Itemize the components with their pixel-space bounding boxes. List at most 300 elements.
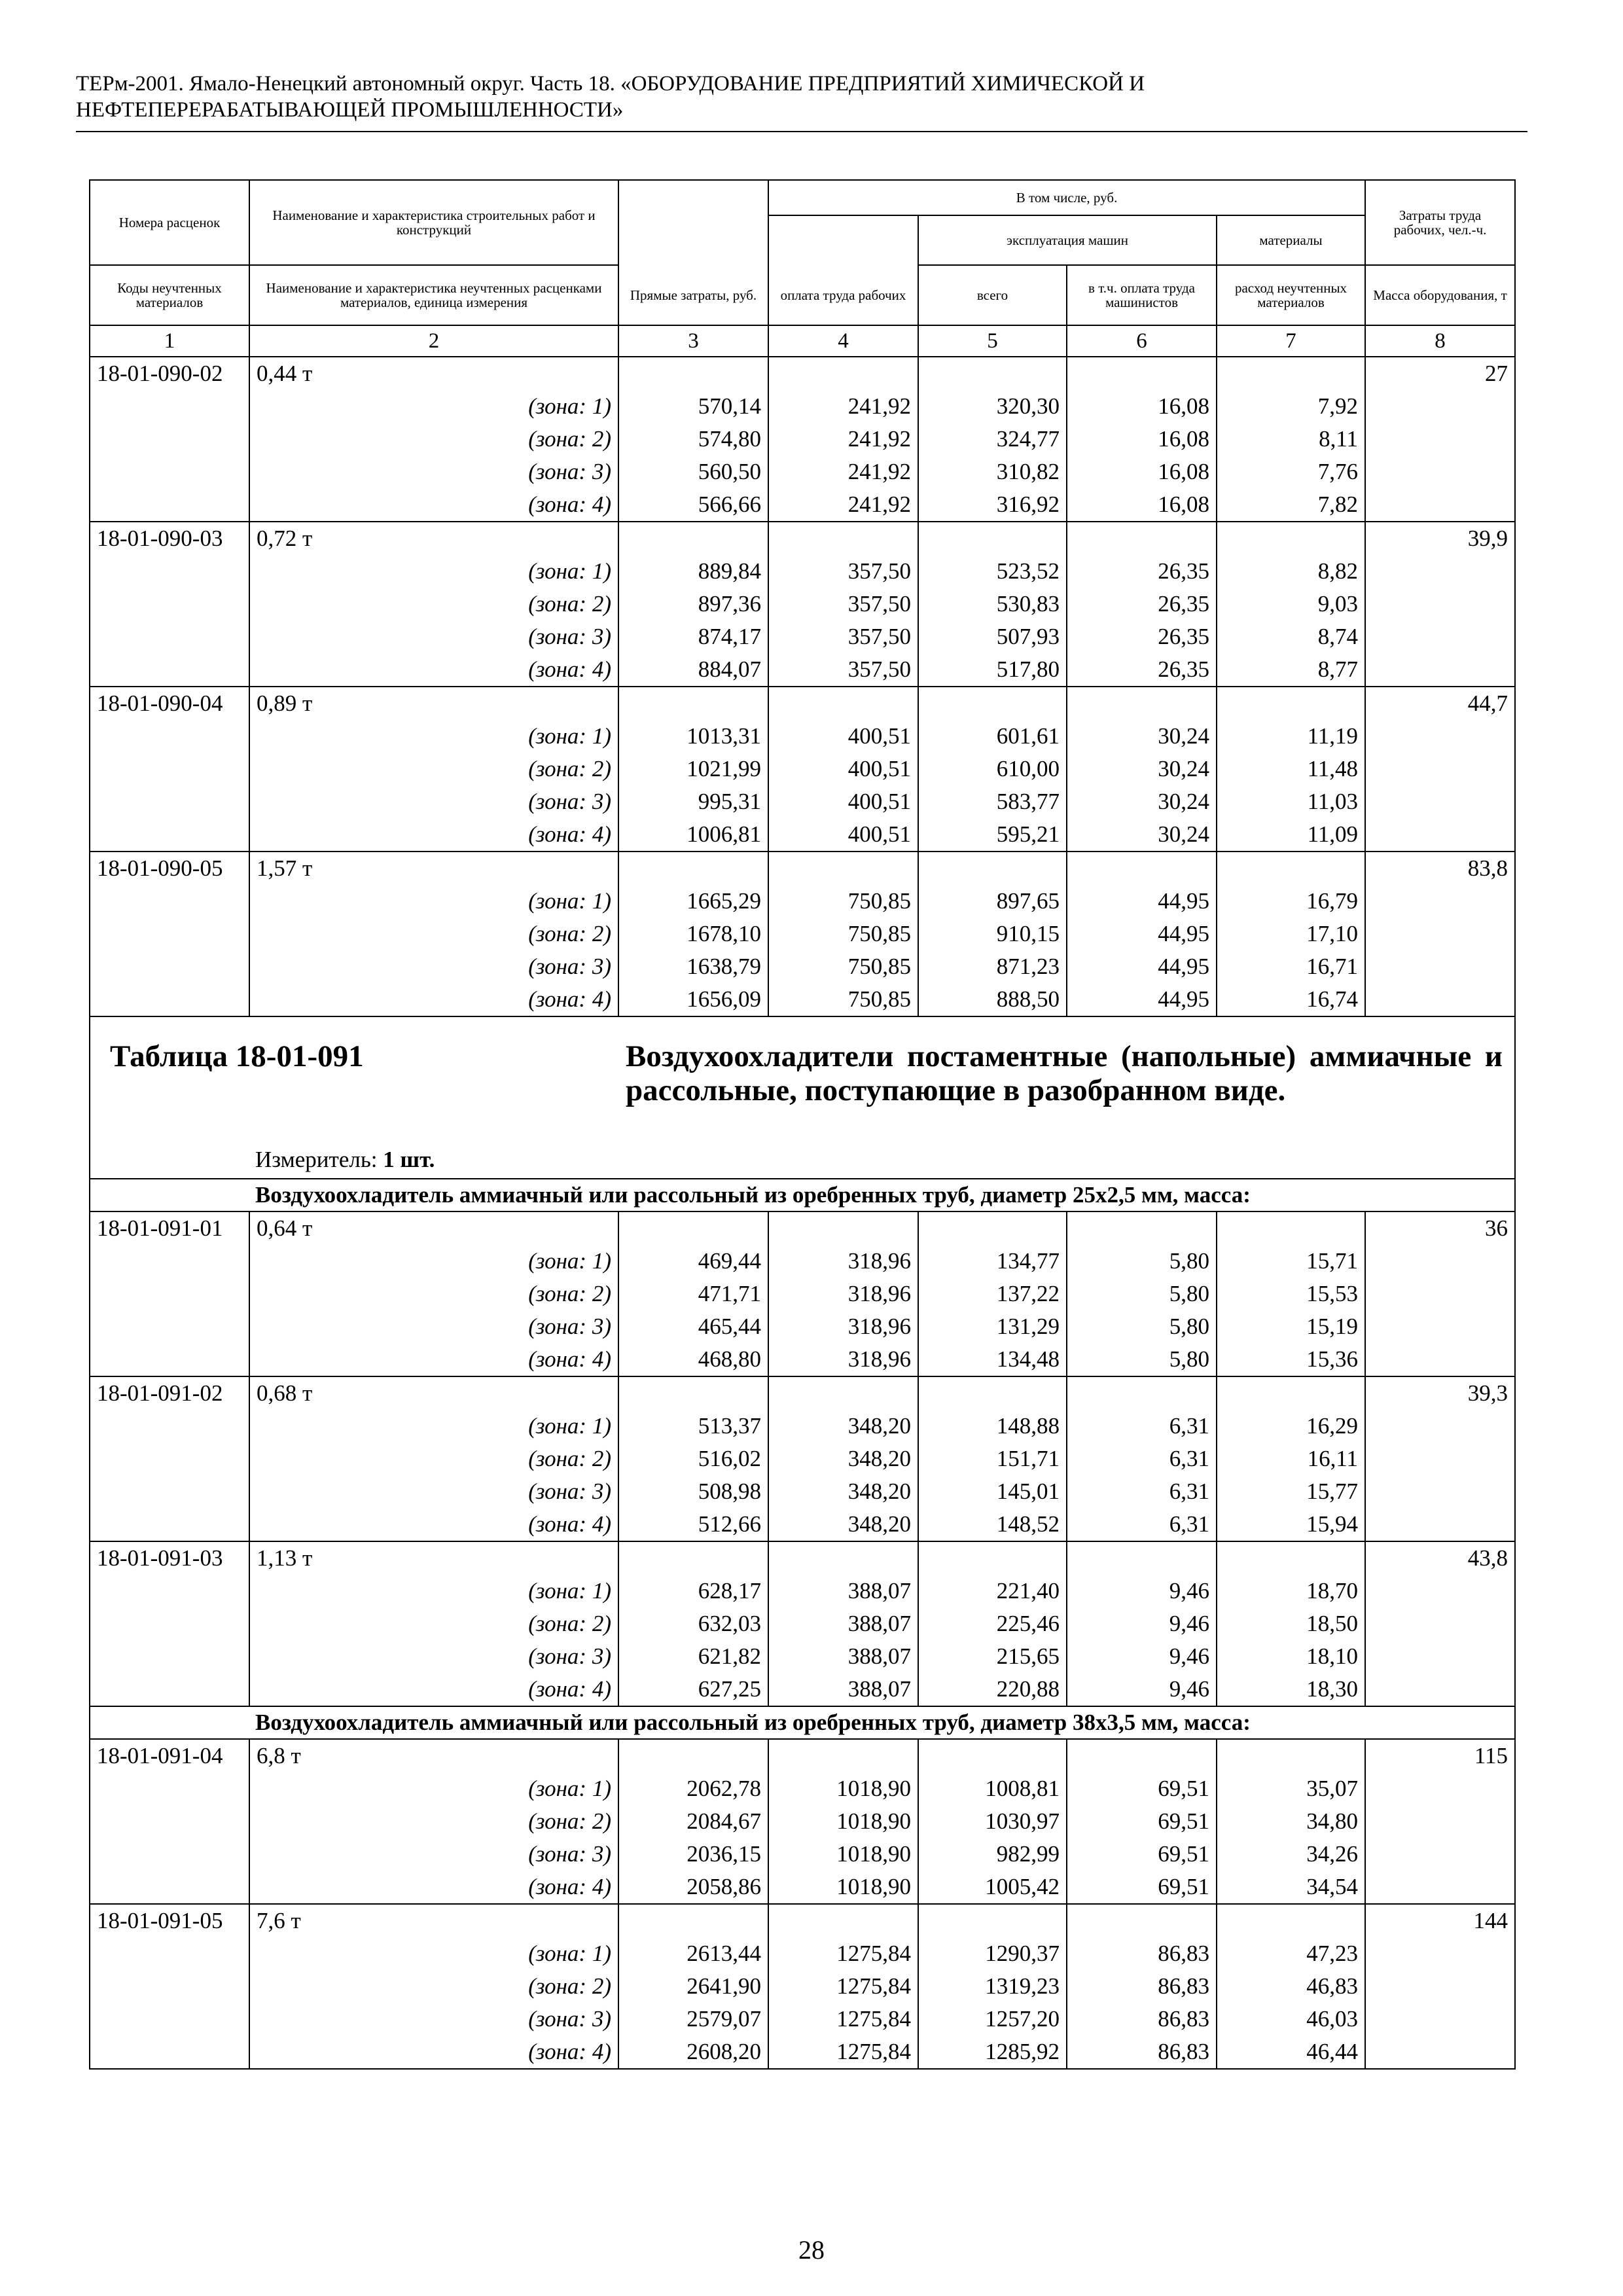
- direct-cost-cell: 2608,20: [618, 2036, 768, 2069]
- empty-cell: [1067, 1541, 1217, 1575]
- direct-cost-cell: 508,98: [618, 1475, 768, 1508]
- rate-code: 18-01-090-04: [90, 687, 249, 720]
- table-title-cell: [90, 1016, 1515, 1179]
- rate-row: [90, 1211, 1515, 1245]
- machinists-pay-cell: 30,24: [1067, 818, 1217, 852]
- empty-cell: [90, 555, 249, 588]
- zone-label: (зона: 2): [249, 918, 618, 950]
- rate-row: [90, 357, 1515, 390]
- page-number: 28: [798, 2235, 825, 2265]
- worker-pay-cell: 750,85: [768, 950, 918, 983]
- zone-label: (зона: 1): [249, 1772, 618, 1805]
- empty-cell: [1217, 1541, 1365, 1575]
- worker-pay-cell: 750,85: [768, 885, 918, 918]
- equipment-mass-cell: 0,68 т: [249, 1376, 618, 1410]
- empty-cell: [1365, 785, 1515, 818]
- empty-cell: [1365, 1278, 1515, 1310]
- zone-row: [90, 1475, 1515, 1508]
- zone-label: (зона: 3): [249, 620, 618, 653]
- header-labor-cost: Затраты труда рабочих, чел.-ч.: [1365, 180, 1515, 265]
- machines-total-cell: 910,15: [918, 918, 1067, 950]
- empty-cell: [1365, 456, 1515, 488]
- materials-cell: 35,07: [1217, 1772, 1365, 1805]
- machines-total-cell: 134,48: [918, 1343, 1067, 1376]
- worker-pay-cell: 348,20: [768, 1508, 918, 1541]
- zone-row: [90, 423, 1515, 456]
- labor-cost-cell: 36: [1365, 1211, 1515, 1245]
- header-total: всего: [918, 265, 1067, 325]
- zone-label: (зона: 4): [249, 818, 618, 852]
- empty-cell: [1365, 720, 1515, 753]
- header-materials: материалы: [1217, 215, 1365, 265]
- empty-cell: [618, 1541, 768, 1575]
- worker-pay-cell: 750,85: [768, 983, 918, 1016]
- empty-cell: [90, 488, 249, 522]
- machines-total-cell: 145,01: [918, 1475, 1067, 1508]
- col-number: 1: [90, 325, 249, 357]
- direct-cost-cell: 1656,09: [618, 983, 768, 1016]
- machinists-pay-cell: 26,35: [1067, 555, 1217, 588]
- materials-cell: 34,54: [1217, 1871, 1365, 1904]
- empty-cell: [1365, 1673, 1515, 1706]
- machinists-pay-cell: 69,51: [1067, 1772, 1217, 1805]
- worker-pay-cell: 1018,90: [768, 1871, 918, 1904]
- zone-row: [90, 885, 1515, 918]
- empty-cell: [1365, 390, 1515, 423]
- table-body-2: [90, 1211, 1515, 1706]
- empty-cell: [1365, 818, 1515, 852]
- zone-label: (зона: 2): [249, 588, 618, 620]
- labor-cost-cell: 44,7: [1365, 687, 1515, 720]
- rate-code: 18-01-090-03: [90, 522, 249, 555]
- zone-label: (зона: 1): [249, 885, 618, 918]
- labor-cost-cell: 144: [1365, 1904, 1515, 1937]
- equipment-mass-cell: 6,8 т: [249, 1739, 618, 1772]
- empty-cell: [618, 1739, 768, 1772]
- header-unaccounted: расход неучтенных материалов: [1217, 265, 1365, 325]
- machinists-pay-cell: 9,46: [1067, 1575, 1217, 1607]
- zone-label: (зона: 4): [249, 1508, 618, 1541]
- empty-cell: [618, 357, 768, 390]
- direct-cost-cell: 628,17: [618, 1575, 768, 1607]
- materials-cell: 11,48: [1217, 753, 1365, 785]
- empty-cell: [1217, 852, 1365, 885]
- materials-cell: 18,30: [1217, 1673, 1365, 1706]
- machines-total-cell: 324,77: [918, 423, 1067, 456]
- machines-total-cell: 137,22: [918, 1278, 1067, 1310]
- table-unit: [255, 1145, 435, 1174]
- machinists-pay-cell: 9,46: [1067, 1607, 1217, 1640]
- zone-row: [90, 1805, 1515, 1838]
- machines-total-cell: 601,61: [918, 720, 1067, 753]
- empty-cell: [1365, 918, 1515, 950]
- empty-cell: [90, 1937, 249, 1970]
- empty-cell: [918, 357, 1067, 390]
- empty-cell: [1365, 1838, 1515, 1871]
- empty-cell: [90, 1443, 249, 1475]
- empty-cell: [1365, 1640, 1515, 1673]
- empty-cell: [1067, 1904, 1217, 1937]
- direct-cost-cell: 570,14: [618, 390, 768, 423]
- materials-cell: 11,09: [1217, 818, 1365, 852]
- zone-row: [90, 2036, 1515, 2069]
- materials-cell: 9,03: [1217, 588, 1365, 620]
- materials-cell: 8,11: [1217, 423, 1365, 456]
- zone-row: [90, 720, 1515, 753]
- col-number: 5: [918, 325, 1067, 357]
- direct-cost-cell: 471,71: [618, 1278, 768, 1310]
- zone-row: [90, 818, 1515, 852]
- machinists-pay-cell: 5,80: [1067, 1245, 1217, 1278]
- empty-cell: [1067, 1376, 1217, 1410]
- machinists-pay-cell: 69,51: [1067, 1805, 1217, 1838]
- zone-row: [90, 1838, 1515, 1871]
- empty-cell: [618, 1211, 768, 1245]
- zone-label: (зона: 4): [249, 653, 618, 687]
- empty-cell: [1365, 1575, 1515, 1607]
- empty-cell: [90, 753, 249, 785]
- empty-cell: [1217, 357, 1365, 390]
- header-pay-top: [768, 215, 918, 265]
- machines-total-cell: 215,65: [918, 1640, 1067, 1673]
- materials-cell: 46,44: [1217, 2036, 1365, 2069]
- equipment-mass-cell: 0,64 т: [249, 1211, 618, 1245]
- machines-total-cell: 310,82: [918, 456, 1067, 488]
- empty-cell: [1365, 2003, 1515, 2036]
- machinists-pay-cell: 26,35: [1067, 653, 1217, 687]
- empty-cell: [1365, 588, 1515, 620]
- materials-cell: 15,19: [1217, 1310, 1365, 1343]
- direct-cost-cell: 632,03: [618, 1607, 768, 1640]
- direct-cost-cell: 889,84: [618, 555, 768, 588]
- worker-pay-cell: 750,85: [768, 918, 918, 950]
- rate-row: [90, 1739, 1515, 1772]
- empty-cell: [90, 2003, 249, 2036]
- materials-cell: 7,76: [1217, 456, 1365, 488]
- labor-cost-cell: 39,9: [1365, 522, 1515, 555]
- empty-cell: [1217, 1739, 1365, 1772]
- zone-label: (зона: 4): [249, 488, 618, 522]
- worker-pay-cell: 318,96: [768, 1278, 918, 1310]
- machinists-pay-cell: 44,95: [1067, 983, 1217, 1016]
- direct-cost-cell: 516,02: [618, 1443, 768, 1475]
- zone-label: (зона: 3): [249, 1640, 618, 1673]
- empty-cell: [1365, 1871, 1515, 1904]
- zone-label: (зона: 2): [249, 1443, 618, 1475]
- machines-total-cell: 148,52: [918, 1508, 1067, 1541]
- header-incl-machinists: в т.ч. оплата труда машинистов: [1067, 265, 1217, 325]
- machinists-pay-cell: 69,51: [1067, 1871, 1217, 1904]
- worker-pay-cell: 388,07: [768, 1673, 918, 1706]
- header-worker-pay: оплата труда рабочих: [768, 265, 918, 325]
- zone-label: (зона: 2): [249, 1278, 618, 1310]
- header-direct-mid: [618, 215, 768, 265]
- empty-cell: [1365, 1805, 1515, 1838]
- equipment-mass-cell: 0,44 т: [249, 357, 618, 390]
- zone-row: [90, 653, 1515, 687]
- empty-cell: [768, 1541, 918, 1575]
- empty-cell: [90, 950, 249, 983]
- direct-cost-cell: 897,36: [618, 588, 768, 620]
- rate-code: 18-01-091-02: [90, 1376, 249, 1410]
- empty-cell: [618, 1904, 768, 1937]
- zone-label: (зона: 1): [249, 720, 618, 753]
- rate-row: [90, 1904, 1515, 1937]
- machinists-pay-cell: 86,83: [1067, 1970, 1217, 2003]
- labor-cost-cell: 43,8: [1365, 1541, 1515, 1575]
- zone-row: [90, 1673, 1515, 1706]
- rate-code: 18-01-091-05: [90, 1904, 249, 1937]
- machinists-pay-cell: 16,08: [1067, 390, 1217, 423]
- empty-cell: [1365, 983, 1515, 1016]
- zone-row: [90, 950, 1515, 983]
- empty-cell: [90, 983, 249, 1016]
- zone-label: (зона: 3): [249, 785, 618, 818]
- materials-cell: 17,10: [1217, 918, 1365, 950]
- equipment-mass-cell: 1,13 т: [249, 1541, 618, 1575]
- zone-row: [90, 456, 1515, 488]
- empty-cell: [618, 687, 768, 720]
- materials-cell: 15,53: [1217, 1278, 1365, 1310]
- machines-total-cell: 1257,20: [918, 2003, 1067, 2036]
- zone-label: (зона: 4): [249, 983, 618, 1016]
- header-material-name: Наименование и характеристика неучтенных расценками материалов, единица измерения: [249, 265, 618, 325]
- price-table-frame: [89, 179, 1514, 2070]
- empty-cell: [768, 357, 918, 390]
- zone-row: [90, 2003, 1515, 2036]
- machinists-pay-cell: 6,31: [1067, 1508, 1217, 1541]
- worker-pay-cell: 388,07: [768, 1607, 918, 1640]
- empty-cell: [1217, 1904, 1365, 1937]
- machines-total-cell: 1285,92: [918, 2036, 1067, 2069]
- zone-label: (зона: 4): [249, 1871, 618, 1904]
- empty-cell: [1365, 488, 1515, 522]
- materials-cell: 7,82: [1217, 488, 1365, 522]
- empty-cell: [1067, 357, 1217, 390]
- header-rate-numbers: Номера расценок: [90, 180, 249, 265]
- worker-pay-cell: 400,51: [768, 785, 918, 818]
- col-number: 6: [1067, 325, 1217, 357]
- worker-pay-cell: 400,51: [768, 753, 918, 785]
- empty-cell: [1217, 1376, 1365, 1410]
- machinists-pay-cell: 44,95: [1067, 950, 1217, 983]
- worker-pay-cell: 1018,90: [768, 1838, 918, 1871]
- materials-cell: 8,82: [1217, 555, 1365, 588]
- empty-cell: [1365, 1343, 1515, 1376]
- labor-cost-cell: 83,8: [1365, 852, 1515, 885]
- direct-cost-cell: 995,31: [618, 785, 768, 818]
- zone-label: (зона: 1): [249, 1410, 618, 1443]
- empty-cell: [90, 785, 249, 818]
- worker-pay-cell: 1275,84: [768, 2003, 918, 2036]
- materials-cell: 16,29: [1217, 1410, 1365, 1443]
- empty-cell: [90, 620, 249, 653]
- col-number: 2: [249, 325, 618, 357]
- empty-cell: [1365, 1937, 1515, 1970]
- zone-label: (зона: 2): [249, 1805, 618, 1838]
- rate-code: 18-01-090-02: [90, 357, 249, 390]
- zone-label: (зона: 2): [249, 753, 618, 785]
- zone-label: (зона: 2): [249, 1607, 618, 1640]
- machines-total-cell: 897,65: [918, 885, 1067, 918]
- rate-code: 18-01-091-03: [90, 1541, 249, 1575]
- labor-cost-cell: 39,3: [1365, 1376, 1515, 1410]
- empty-cell: [90, 456, 249, 488]
- materials-cell: 16,71: [1217, 950, 1365, 983]
- zone-label: (зона: 2): [249, 1970, 618, 2003]
- zone-row: [90, 983, 1515, 1016]
- machinists-pay-cell: 6,31: [1067, 1443, 1217, 1475]
- empty-cell: [90, 720, 249, 753]
- empty-cell: [90, 1805, 249, 1838]
- empty-cell: [90, 1310, 249, 1343]
- machinists-pay-cell: 5,80: [1067, 1343, 1217, 1376]
- materials-cell: 8,77: [1217, 653, 1365, 687]
- worker-pay-cell: 318,96: [768, 1310, 918, 1343]
- machinists-pay-cell: 86,83: [1067, 1937, 1217, 1970]
- running-header-line-1: ТЕРм-2001. Ямало-Ненецкий автономный округ. Часть 18. «ОБОРУДОВАНИЕ ПРЕДПРИЯТИЙ ХИМИЧЕСКОЙ И: [76, 72, 1145, 96]
- empty-cell: [90, 1343, 249, 1376]
- empty-cell: [90, 918, 249, 950]
- zone-label: (зона: 3): [249, 1310, 618, 1343]
- table-2-title-block: [90, 1016, 1515, 1211]
- col-number: 8: [1365, 325, 1515, 357]
- direct-cost-cell: 2613,44: [618, 1937, 768, 1970]
- section-heading-2: Воздухоохладитель аммиачный или рассольный из оребренных труб, диаметр 38х3,5 мм, масса:: [90, 1706, 1515, 1739]
- zone-row: [90, 1871, 1515, 1904]
- materials-cell: 15,36: [1217, 1343, 1365, 1376]
- empty-cell: [90, 1607, 249, 1640]
- zone-label: (зона: 3): [249, 1475, 618, 1508]
- materials-cell: 15,77: [1217, 1475, 1365, 1508]
- column-number-row: [90, 325, 1515, 357]
- empty-cell: [1365, 1443, 1515, 1475]
- materials-cell: 47,23: [1217, 1937, 1365, 1970]
- header-machine-use: эксплуатация машин: [918, 215, 1217, 265]
- zone-label: (зона: 1): [249, 555, 618, 588]
- direct-cost-cell: 2058,86: [618, 1871, 768, 1904]
- machines-total-cell: 1008,81: [918, 1772, 1067, 1805]
- rate-code: 18-01-091-04: [90, 1739, 249, 1772]
- header-work-name: Наименование и характеристика строительных работ и конструкций: [249, 180, 618, 265]
- empty-cell: [918, 1376, 1067, 1410]
- direct-cost-cell: 2579,07: [618, 2003, 768, 2036]
- empty-cell: [90, 1673, 249, 1706]
- direct-cost-cell: 512,66: [618, 1508, 768, 1541]
- col-number: 7: [1217, 325, 1365, 357]
- machines-total-cell: 530,83: [918, 588, 1067, 620]
- empty-cell: [1365, 2036, 1515, 2069]
- section-heading-1: Воздухоохладитель аммиачный или рассольный из оребренных труб, диаметр 25х2,5 мм, масса:: [90, 1179, 1515, 1211]
- empty-cell: [90, 1772, 249, 1805]
- zone-label: (зона: 3): [249, 2003, 618, 2036]
- empty-cell: [1365, 1410, 1515, 1443]
- empty-cell: [1365, 1508, 1515, 1541]
- worker-pay-cell: 1275,84: [768, 1970, 918, 2003]
- unit-value: 1 шт.: [383, 1147, 435, 1172]
- labor-cost-cell: 27: [1365, 357, 1515, 390]
- worker-pay-cell: 400,51: [768, 720, 918, 753]
- empty-cell: [918, 1904, 1067, 1937]
- empty-cell: [1365, 620, 1515, 653]
- machinists-pay-cell: 44,95: [1067, 885, 1217, 918]
- machinists-pay-cell: 30,24: [1067, 785, 1217, 818]
- direct-cost-cell: 566,66: [618, 488, 768, 522]
- empty-cell: [90, 1410, 249, 1443]
- direct-cost-cell: 465,44: [618, 1310, 768, 1343]
- empty-cell: [918, 1211, 1067, 1245]
- zone-row: [90, 785, 1515, 818]
- worker-pay-cell: 400,51: [768, 818, 918, 852]
- empty-cell: [1365, 885, 1515, 918]
- direct-cost-cell: 468,80: [618, 1343, 768, 1376]
- machinists-pay-cell: 6,31: [1067, 1475, 1217, 1508]
- machines-total-cell: 316,92: [918, 488, 1067, 522]
- machines-total-cell: 871,23: [918, 950, 1067, 983]
- zone-label: (зона: 1): [249, 1245, 618, 1278]
- worker-pay-cell: 388,07: [768, 1575, 918, 1607]
- zone-row: [90, 390, 1515, 423]
- table-number: Таблица 18-01-091: [110, 1039, 364, 1073]
- worker-pay-cell: 1018,90: [768, 1772, 918, 1805]
- zone-row: [90, 1245, 1515, 1278]
- machines-total-cell: 220,88: [918, 1673, 1067, 1706]
- empty-cell: [1365, 1310, 1515, 1343]
- direct-cost-cell: 1013,31: [618, 720, 768, 753]
- col-number: 4: [768, 325, 918, 357]
- empty-cell: [1365, 555, 1515, 588]
- empty-cell: [768, 1211, 918, 1245]
- zone-row: [90, 488, 1515, 522]
- zone-row: [90, 1410, 1515, 1443]
- machines-total-cell: 225,46: [918, 1607, 1067, 1640]
- zone-label: (зона: 3): [249, 456, 618, 488]
- machinists-pay-cell: 30,24: [1067, 753, 1217, 785]
- machinists-pay-cell: 26,35: [1067, 588, 1217, 620]
- zone-label: (зона: 4): [249, 1343, 618, 1376]
- machines-total-cell: 517,80: [918, 653, 1067, 687]
- empty-cell: [90, 1245, 249, 1278]
- worker-pay-cell: 318,96: [768, 1343, 918, 1376]
- empty-cell: [90, 1871, 249, 1904]
- worker-pay-cell: 318,96: [768, 1245, 918, 1278]
- materials-cell: 18,70: [1217, 1575, 1365, 1607]
- machines-total-cell: 1319,23: [918, 1970, 1067, 2003]
- zone-row: [90, 1508, 1515, 1541]
- materials-cell: 34,26: [1217, 1838, 1365, 1871]
- machines-total-cell: 982,99: [918, 1838, 1067, 1871]
- empty-cell: [1067, 1211, 1217, 1245]
- rate-row: [90, 522, 1515, 555]
- zone-row: [90, 1640, 1515, 1673]
- rate-row: [90, 1541, 1515, 1575]
- empty-cell: [90, 1640, 249, 1673]
- direct-cost-cell: 2036,15: [618, 1838, 768, 1871]
- zone-label: (зона: 3): [249, 1838, 618, 1871]
- worker-pay-cell: 357,50: [768, 620, 918, 653]
- direct-cost-cell: 469,44: [618, 1245, 768, 1278]
- direct-cost-cell: 2084,67: [618, 1805, 768, 1838]
- equipment-mass-cell: 7,6 т: [249, 1904, 618, 1937]
- empty-cell: [918, 1739, 1067, 1772]
- running-header: [76, 71, 1525, 123]
- header-direct-cost: Прямые затраты, руб.: [618, 265, 768, 325]
- machinists-pay-cell: 44,95: [1067, 918, 1217, 950]
- machines-total-cell: 148,88: [918, 1410, 1067, 1443]
- table-header: [90, 180, 1515, 325]
- empty-cell: [1217, 687, 1365, 720]
- zone-row: [90, 555, 1515, 588]
